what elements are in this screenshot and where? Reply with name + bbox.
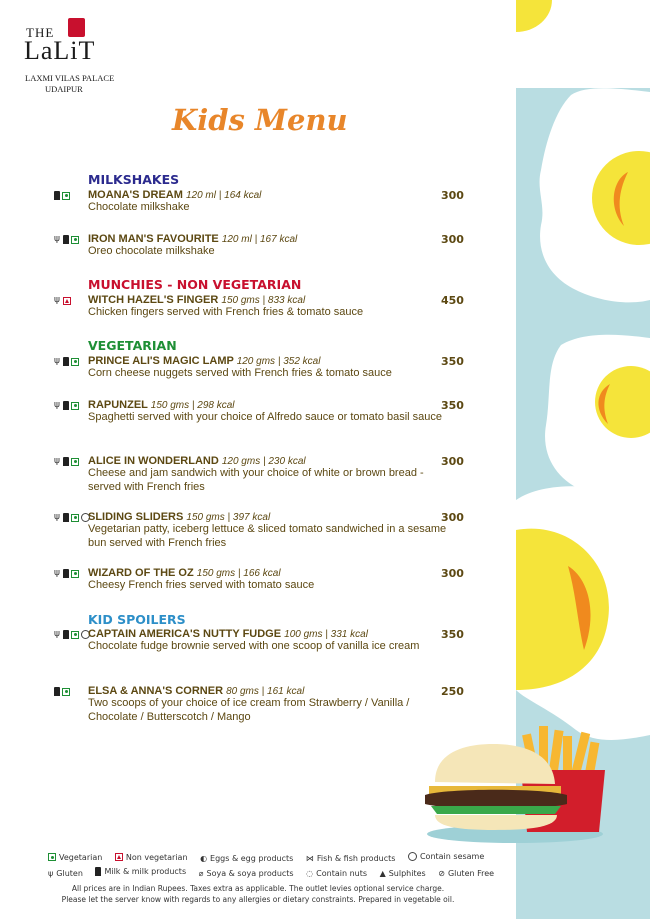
menu-item-name: ALICE IN WONDERLAND 120 gms | 230 kcal xyxy=(88,455,306,467)
menu-item-description: Vegetarian patty, iceberg lettuce & sliced tomato sandwiched in a sesame bun served with French fries xyxy=(88,523,447,549)
milk-icon xyxy=(63,235,69,244)
milk-icon xyxy=(63,630,69,639)
menu-item-name: RAPUNZEL 150 gms | 298 kcal xyxy=(88,399,235,411)
gluten-icon: ψ xyxy=(54,400,60,410)
menu-item-portion: 80 gms | 161 kcal xyxy=(226,686,305,697)
milk-icon xyxy=(63,401,69,410)
menu-item-price: 350 xyxy=(441,399,464,412)
menu-item-description: Spaghetti served with your choice of Alfredo sauce or tomato basil sauce xyxy=(88,411,443,423)
menu-item-price: 350 xyxy=(441,355,464,368)
gluten-free-icon: ψ xyxy=(54,568,60,578)
fish-icon: ⋈ xyxy=(305,854,314,863)
menu-item-name: CAPTAIN AMERICA'S NUTTY FUDGE 100 gms | 331 kcal xyxy=(88,628,368,640)
menu-item-name: WIZARD OF THE OZ 150 gms | 166 kcal xyxy=(88,567,281,579)
dietary-icons xyxy=(54,296,71,305)
logo-city: UDAIPUR xyxy=(45,84,83,94)
veg-icon xyxy=(71,236,79,244)
dietary-icons xyxy=(54,191,70,200)
legend-nuts: ◌ Contain nuts xyxy=(306,869,368,878)
menu-item-name: WITCH HAZEL'S FINGER 150 gms | 833 kcal xyxy=(88,294,306,306)
soya-icon: ⌀ xyxy=(198,869,204,878)
menu-item-name: SLIDING SLIDERS 150 gms | 397 kcal xyxy=(88,511,271,523)
dietary-icons xyxy=(54,513,90,522)
sesame-icon xyxy=(408,852,417,861)
menu-item-portion: 150 gms | 833 kcal xyxy=(221,295,306,306)
legend-sulphites: ▲ Sulphites xyxy=(379,869,426,878)
menu-item-description: Two scoops of your choice of ice cream from Strawberry / Vanilla / Chocolate / Butterscotch / Mango xyxy=(88,697,410,723)
legend-soya: ⌀ Soya & soya products xyxy=(198,869,294,878)
dietary-icons xyxy=(54,630,90,639)
menu-item xyxy=(88,628,488,654)
menu-item xyxy=(88,355,488,381)
legend-eggs: ◐ Eggs & egg products xyxy=(200,854,294,863)
section-heading-vegetarian: VEGETARIAN xyxy=(88,338,177,353)
menu-title: Kids Menu xyxy=(172,103,348,137)
menu-item-description: Cheese and jam sandwich with your choice of white or brown bread - served with French fries xyxy=(88,467,424,493)
footer-note-prices: All prices are in Indian Rupees. Taxes extra as applicable. The outlet levies optional service charge. xyxy=(71,884,445,893)
menu-item-description: Chocolate fudge brownie served with one scoop of vanilla ice cream xyxy=(88,640,420,652)
section-heading-munchies: MUNCHIES - NON VEGETARIAN xyxy=(88,277,302,292)
menu-item-portion: 150 gms | 298 kcal xyxy=(150,400,235,411)
nuts-icon: ◌ xyxy=(306,869,314,878)
logo-mark-icon xyxy=(68,18,85,37)
menu-item-description: Cheesy French fries served with tomato sauce xyxy=(88,579,315,591)
legend-milk: Milk & milk products xyxy=(95,867,186,876)
menu-item xyxy=(88,685,488,724)
milk-icon xyxy=(54,191,60,200)
menu-item xyxy=(88,455,488,494)
milk-icon xyxy=(63,513,69,522)
menu-item-portion: 100 gms | 331 kcal xyxy=(284,629,368,640)
gluten-icon: ψ xyxy=(54,456,60,466)
menu-item xyxy=(88,399,488,425)
gluten-icon: ψ xyxy=(54,356,60,366)
menu-item-portion: 120 ml | 167 kcal xyxy=(221,234,298,245)
sulphites-icon: ▲ xyxy=(379,869,386,878)
gluten-icon: ψ xyxy=(54,295,60,305)
menu-item-price: 450 xyxy=(441,294,464,307)
section-heading-milkshakes: MILKSHAKES xyxy=(88,172,180,187)
section-heading-kid-spoilers: KID SPOILERS xyxy=(88,612,186,627)
veg-icon xyxy=(71,514,79,522)
milk-icon xyxy=(63,457,69,466)
menu-item-name: IRON MAN'S FAVOURITE 120 ml | 167 kcal xyxy=(88,233,298,245)
menu-item-portion: 150 gms | 166 kcal xyxy=(196,568,281,579)
menu-item xyxy=(88,189,488,215)
veg-icon xyxy=(71,358,79,366)
veg-icon xyxy=(62,688,70,696)
gluten-icon: ψ xyxy=(54,234,60,244)
veg-icon xyxy=(62,192,70,200)
burger-fries-illustration xyxy=(415,722,615,847)
dietary-icons xyxy=(54,401,79,410)
non-veg-icon xyxy=(115,853,123,861)
legend-row-2 xyxy=(48,867,504,878)
legend-fish: ⋈ Fish & fish products xyxy=(305,854,396,863)
dietary-icons xyxy=(54,457,79,466)
veg-icon xyxy=(48,853,56,861)
menu-item xyxy=(88,294,488,320)
legend-row-1 xyxy=(48,852,494,863)
veg-icon xyxy=(71,458,79,466)
menu-item-portion: 120 gms | 230 kcal xyxy=(221,456,306,467)
menu-item xyxy=(88,511,488,550)
logo-brand-name: LaLiT xyxy=(24,36,96,65)
menu-item xyxy=(88,567,488,593)
menu-item-description: Chocolate milkshake xyxy=(88,201,190,213)
veg-icon xyxy=(71,402,79,410)
menu-item-name: PRINCE ALI'S MAGIC LAMP 120 gms | 352 kcal xyxy=(88,355,321,367)
dietary-icons xyxy=(54,569,79,578)
menu-item-description: Chicken fingers served with French fries & tomato sauce xyxy=(88,306,364,318)
menu-item-portion: 120 gms | 352 kcal xyxy=(236,356,321,367)
menu-item-price: 300 xyxy=(441,455,464,468)
gluten-icon: ψ xyxy=(54,512,60,522)
gluten-icon: ψ xyxy=(48,869,54,878)
milk-icon xyxy=(63,569,69,578)
dietary-icons xyxy=(54,235,79,244)
veg-icon xyxy=(71,631,79,639)
menu-item-description: Corn cheese nuggets served with French fries & tomato sauce xyxy=(88,367,392,379)
legend-sesame: Contain sesame xyxy=(408,852,484,861)
menu-item-price: 300 xyxy=(441,189,464,202)
menu-item-name: MOANA'S DREAM 120 ml | 164 kcal xyxy=(88,189,262,201)
menu-item xyxy=(88,233,488,259)
dietary-icons xyxy=(54,357,79,366)
logo-property-name: LAXMI VILAS PALACE xyxy=(25,73,115,83)
legend-gluten: ψ Gluten xyxy=(48,869,83,878)
menu-item-price: 300 xyxy=(441,511,464,524)
menu-item-price: 300 xyxy=(441,233,464,246)
non-veg-icon xyxy=(63,297,71,305)
menu-item-description: Oreo chocolate milkshake xyxy=(88,245,215,257)
menu-item-portion: 150 gms | 397 kcal xyxy=(186,512,271,523)
menu-item-name: ELSA & ANNA'S CORNER 80 gms | 161 kcal xyxy=(88,685,305,697)
menu-item-price: 350 xyxy=(441,628,464,641)
menu-item-price: 300 xyxy=(441,567,464,580)
egg-icon: ◐ xyxy=(200,854,208,863)
menu-item-portion: 120 ml | 164 kcal xyxy=(185,190,262,201)
veg-icon xyxy=(71,570,79,578)
milk-icon xyxy=(63,357,69,366)
gluten-icon: ψ xyxy=(54,629,60,639)
milk-icon xyxy=(95,867,101,876)
legend-gluten-free: ⊘ Gluten Free xyxy=(438,869,495,878)
milk-icon xyxy=(54,687,60,696)
legend-vegetarian: Vegetarian xyxy=(48,853,102,862)
logo-the: THE xyxy=(26,25,55,40)
dietary-icons xyxy=(54,687,70,696)
footer-note-allergies: Please let the server know with regards to any allergies or dietary constraints. Prepared in vegetable oil. xyxy=(61,895,455,904)
gluten-free-icon: ⊘ xyxy=(438,869,445,878)
legend-non-vegetarian: Non vegetarian xyxy=(115,853,188,862)
menu-item-price: 250 xyxy=(441,685,464,698)
